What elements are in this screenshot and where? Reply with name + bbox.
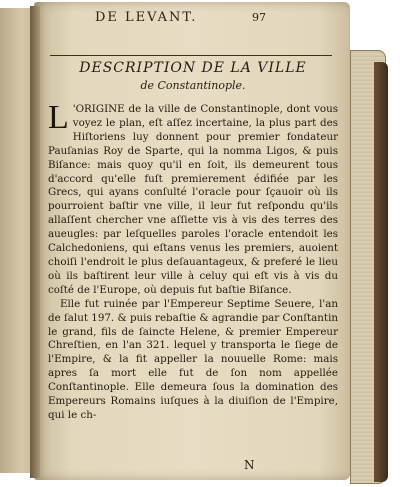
book-cover [374,62,388,482]
paragraph-1 [48,99,338,298]
drop-cap: L [48,99,69,136]
gutter [30,6,40,478]
body-text [48,99,338,423]
chapter-title: DESCRIPTION DE LA VILLE [79,60,307,76]
chapter-subtitle: de Constantinople. [140,79,246,92]
running-head: DE LEVANT. [95,10,198,25]
signature-mark: N [244,458,255,472]
paragraph-2: Elle fut ruinée par l'Empereur Septime Seuere, l'an de ſalut 197. & puis rebaſtie & agrandie par Conſtantin le grand, fils de ſaincte Helene, & premier Empereur Chreſtien, en l'an 321. lequel y transporta le ſiege de l'Empire, & la fit appeller la nouuelle Rome: mais apres ſa mort elle fut de ſon nom appellée Conſtantinople. Elle demeura ſous la domination des Empereurs Romains iuſques à la diuiſion de l'Empire, qui le ch- [48,297,338,421]
title-rule [50,55,332,56]
paragraph-1-text: 'ORIGINE de la ville de Constantinople, dont vous voyez le plan, eſt aſſez incertaine, la plus part des Hiſtoriens luy donnent pour premier fondateur Pauſanias Roy de Sparte, qui la nomma Ligos, & puis Biſance: mais quoy qu'il en ſoit, ils demeurent tous d'accord qu'elle fuſt premierement édifiée par les Grecs, qui ayans conſulté l'oracle pour ſçauoir où ils pourroient baſtir vne ville, il leur fut reſpondu qu'ils allaſſent chercher vne aſſiette vis à vis des terres des aueugles: par leſquelles paroles l'oracle entendoit les Calchedoniens, qui eſtans venus les premiers, auoient choiſi l'endroit le plus deſauantageux, & preferé le lieu où ils baſtirent leur ville à celuy qui eſt vis à vis du coſté de l'Europe, où depuis fut baſtie Biſance. [48,103,338,296]
page-number: 97 [252,11,266,24]
